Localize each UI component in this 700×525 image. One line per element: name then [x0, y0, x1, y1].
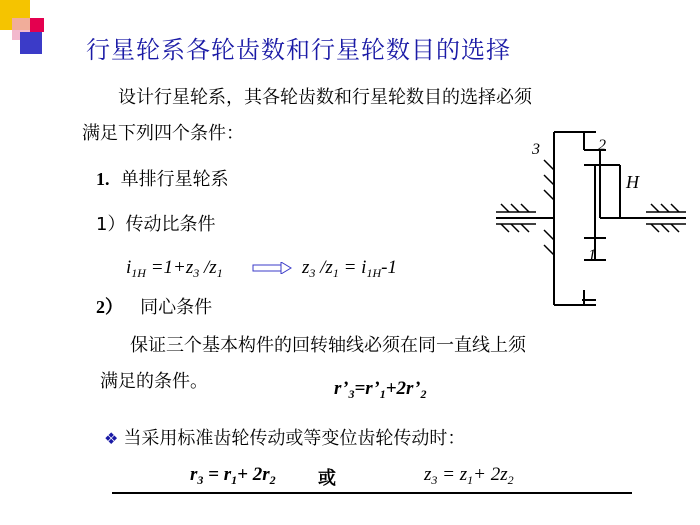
deco-square-red — [30, 18, 44, 32]
prime-radius-formula: $r’_3=r’_1+2r’_2$ — [334, 378, 427, 401]
or-word: 或 — [318, 468, 336, 489]
section-1-label: 单排行星轮系 — [120, 169, 229, 190]
standard-teeth-formula: $z_3 = z_1+ 2z_2$ — [424, 464, 514, 487]
intro-line-2: 满足下列四个条件： — [82, 123, 244, 144]
slide-title: 行星轮系各轮齿数和行星轮数目的选择 — [86, 36, 511, 64]
diagram-label-2: 2 — [598, 137, 606, 154]
implies-arrow-icon — [252, 262, 292, 274]
intro-line-1: 设计行星轮系，其各轮齿数和行星轮数目的选择必须 — [118, 87, 532, 108]
condition-2-label: 同心条件 — [140, 297, 213, 318]
condition-2-heading — [96, 293, 212, 319]
diagram-label-h: H — [626, 172, 639, 192]
section-1-heading — [96, 165, 229, 191]
bullet-text: 当采用标准齿轮传动或等变位齿轮传动时： — [123, 428, 466, 449]
condition-1-label: 1）传动比条件 — [96, 214, 216, 235]
section-1-number: 1. — [96, 169, 110, 189]
explain-line-2: 满足的条件。 — [100, 371, 208, 392]
ratio-formula-right: $z_3$ $/z_1 = i_{1H}-1$ — [302, 257, 397, 280]
ratio-formula-left: $i_{1H} =1+z_3$ $/z_1$ — [126, 257, 223, 280]
condition-2-number: 2） — [96, 297, 123, 317]
diamond-bullet-icon: ❖ — [104, 429, 119, 448]
deco-square-blue — [20, 32, 42, 54]
bullet-line — [104, 424, 465, 450]
planetary-gear-diagram — [496, 120, 686, 320]
standard-radius-formula: $r_3 = r_1+ 2r_2$ — [190, 464, 276, 487]
explain-line-1: 保证三个基本构件的回转轴线必须在同一直线上须 — [130, 335, 526, 356]
bottom-divider — [112, 492, 632, 494]
diagram-label-3: 3 — [532, 141, 540, 158]
diagram-label-1: 1 — [588, 247, 596, 264]
